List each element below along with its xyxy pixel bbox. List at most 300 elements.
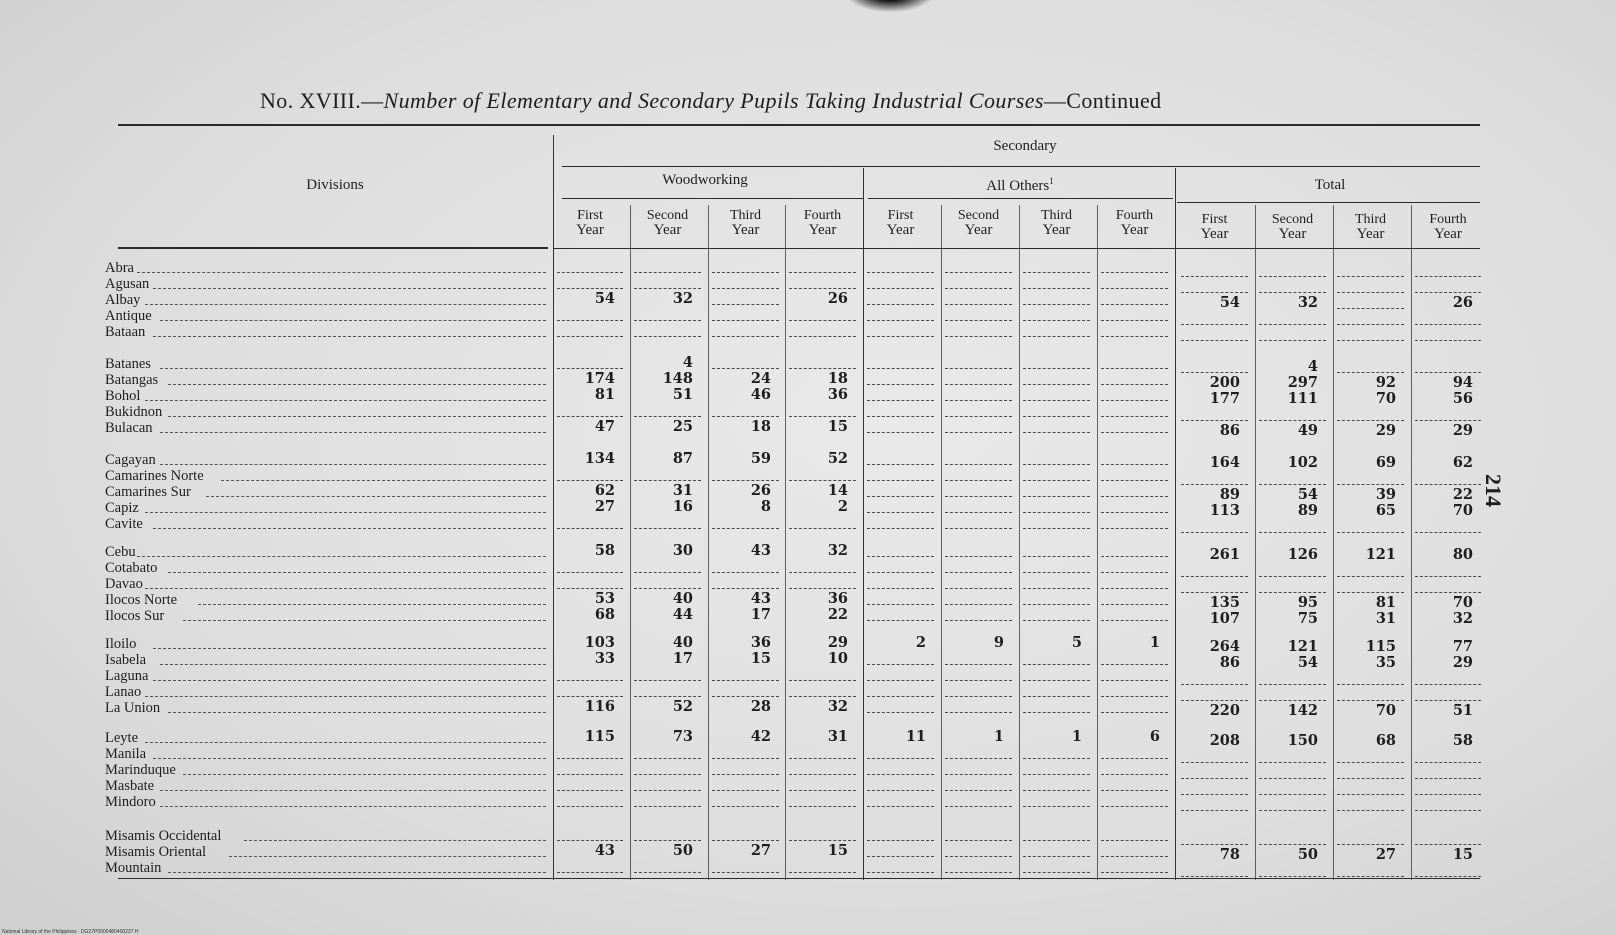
empty-cell-dash — [945, 588, 1012, 589]
year-header-ordinal: Third — [1040, 208, 1073, 223]
cell-value: 53 — [594, 590, 615, 607]
allothers-underline — [868, 198, 1173, 199]
year-header-word: Year — [808, 222, 837, 238]
archive-footer: National Library of the Philippines · DG27P0000480400237 H — [2, 929, 139, 935]
empty-cell-dash — [1415, 532, 1481, 533]
leader-dots — [160, 806, 546, 807]
cell-value: 65 — [1375, 502, 1396, 519]
empty-cell-dash — [1259, 794, 1326, 795]
cell-value: 208 — [1209, 732, 1240, 749]
cell-value: 27 — [1375, 846, 1396, 863]
column-separator — [941, 205, 942, 880]
empty-cell-dash — [945, 712, 1012, 713]
empty-cell-dash — [712, 774, 779, 775]
secondary-header: Secondary — [993, 138, 1057, 154]
woodworking-header: Woodworking — [662, 172, 748, 188]
empty-cell-dash — [712, 528, 779, 529]
empty-cell-dash — [712, 288, 779, 289]
empty-cell-dash — [1415, 340, 1481, 341]
division-name: Misamis Oriental — [105, 844, 207, 860]
division-name: Cagayan — [105, 452, 156, 468]
empty-cell-dash — [557, 480, 623, 481]
cell-value: 46 — [750, 386, 771, 403]
empty-cell-dash — [867, 480, 934, 481]
division-label — [105, 684, 545, 700]
division-label — [105, 860, 545, 876]
empty-cell-dash — [945, 790, 1012, 791]
empty-cell-dash — [1337, 576, 1404, 577]
empty-cell-dash — [1337, 876, 1404, 877]
empty-cell-dash — [945, 320, 1012, 321]
empty-cell-dash — [1337, 420, 1404, 421]
cell-value: 35 — [1375, 654, 1396, 671]
cell-value: 89 — [1219, 486, 1240, 503]
empty-cell-dash — [1181, 762, 1248, 763]
empty-cell-dash — [789, 320, 856, 321]
empty-cell-dash — [1023, 572, 1090, 573]
division-name: Abra — [105, 260, 134, 276]
empty-cell-dash — [945, 304, 1012, 305]
empty-cell-dash — [557, 336, 623, 337]
division-label — [105, 276, 545, 292]
year-header — [1411, 212, 1485, 242]
cell-value: 68 — [1375, 732, 1396, 749]
cell-value: 26 — [827, 290, 848, 307]
empty-cell-dash — [867, 556, 934, 557]
cell-value: 31 — [672, 482, 693, 499]
empty-cell-dash — [867, 464, 934, 465]
empty-cell-dash — [712, 758, 779, 759]
empty-cell-dash — [867, 758, 934, 759]
empty-cell-dash — [1023, 604, 1090, 605]
leader-dots — [244, 840, 546, 841]
empty-cell-dash — [789, 758, 856, 759]
leader-dots — [153, 528, 546, 529]
empty-cell-dash — [1101, 320, 1168, 321]
empty-cell-dash — [634, 572, 701, 573]
cell-value: 49 — [1297, 422, 1318, 439]
page-number: 214 — [1481, 474, 1506, 507]
division-label — [105, 452, 545, 468]
empty-cell-dash — [1259, 340, 1326, 341]
empty-cell-dash — [945, 336, 1012, 337]
empty-cell-dash — [945, 464, 1012, 465]
empty-cell-dash — [712, 790, 779, 791]
cell-value: 50 — [1297, 846, 1318, 863]
empty-cell-dash — [1181, 592, 1248, 593]
division-label — [105, 420, 545, 436]
division-name: Marinduque — [105, 762, 176, 778]
year-header — [1255, 212, 1330, 242]
empty-cell-dash — [1415, 324, 1481, 325]
empty-cell-dash — [1023, 664, 1090, 665]
year-header-ordinal: Second — [957, 208, 1000, 223]
empty-cell-dash — [1023, 400, 1090, 401]
leader-dots — [168, 872, 546, 873]
division-name: Ilocos Sur — [105, 608, 165, 624]
empty-cell-dash — [945, 774, 1012, 775]
cell-value: 17 — [672, 650, 693, 667]
division-name: Camarines Norte — [105, 468, 204, 484]
empty-cell-dash — [867, 304, 934, 305]
year-header-word: Year — [653, 222, 682, 238]
year-header-ordinal: First — [1201, 212, 1228, 227]
cell-value: 25 — [672, 418, 693, 435]
empty-cell-dash — [867, 588, 934, 589]
empty-cell-dash — [789, 680, 856, 681]
empty-cell-dash — [1101, 696, 1168, 697]
leader-dots — [145, 304, 546, 305]
cell-value: 102 — [1287, 454, 1318, 471]
empty-cell-dash — [634, 336, 701, 337]
empty-cell-dash — [945, 840, 1012, 841]
empty-cell-dash — [945, 272, 1012, 273]
cell-value: 113 — [1209, 502, 1240, 519]
division-name: Masbate — [105, 778, 155, 794]
cell-value: 47 — [594, 418, 615, 435]
empty-cell-dash — [945, 696, 1012, 697]
empty-cell-dash — [945, 680, 1012, 681]
year-header — [941, 208, 1016, 238]
empty-cell-dash — [867, 512, 934, 513]
cell-value: 54 — [594, 290, 615, 307]
year-header-ordinal: Fourth — [1115, 208, 1154, 223]
empty-cell-dash — [557, 528, 623, 529]
year-header — [1097, 208, 1172, 238]
cell-value: 70 — [1452, 594, 1473, 611]
division-name: Leyte — [105, 730, 139, 746]
division-name: Bukidnon — [105, 404, 163, 420]
cell-value: 80 — [1452, 546, 1473, 563]
empty-cell-dash — [1101, 604, 1168, 605]
year-header — [1019, 208, 1094, 238]
empty-cell-dash — [945, 556, 1012, 557]
cell-value: 54 — [1297, 486, 1318, 503]
division-name: Camarines Sur — [105, 484, 191, 500]
empty-cell-dash — [1337, 292, 1404, 293]
empty-cell-dash — [557, 806, 623, 807]
cell-value: 43 — [750, 590, 771, 607]
year-header-word: Year — [1434, 226, 1462, 242]
empty-cell-dash — [1259, 292, 1326, 293]
empty-cell-dash — [557, 696, 623, 697]
empty-cell-dash — [1101, 368, 1168, 369]
division-label — [105, 700, 545, 716]
division-name: Antique — [105, 308, 152, 324]
empty-cell-dash — [712, 840, 779, 841]
empty-cell-dash — [1415, 276, 1481, 277]
cell-value: 32 — [672, 290, 693, 307]
empty-cell-dash — [557, 872, 623, 873]
cell-value: 150 — [1287, 732, 1318, 749]
empty-cell-dash — [712, 872, 779, 873]
leader-dots — [198, 604, 546, 605]
empty-cell-dash — [1023, 528, 1090, 529]
empty-cell-dash — [867, 712, 934, 713]
year-header-word: Year — [731, 222, 760, 238]
title-italic: Number of Elementary and Secondary Pupils Taking Industrial Courses — [383, 88, 1044, 113]
division-label — [105, 468, 545, 484]
empty-cell-dash — [1101, 556, 1168, 557]
cell-value: 4 — [682, 354, 693, 371]
empty-cell-dash — [634, 680, 701, 681]
empty-cell-dash — [712, 368, 779, 369]
division-label — [105, 844, 545, 860]
empty-cell-dash — [1415, 292, 1481, 293]
empty-cell-dash — [1101, 588, 1168, 589]
cell-value: 68 — [594, 606, 615, 623]
year-header-word: Year — [576, 222, 604, 238]
empty-cell-dash — [1181, 276, 1248, 277]
division-label — [105, 668, 545, 684]
empty-cell-dash — [1023, 620, 1090, 621]
empty-cell-dash — [1337, 532, 1404, 533]
empty-cell-dash — [1415, 420, 1481, 421]
empty-cell-dash — [945, 758, 1012, 759]
empty-cell-dash — [712, 272, 779, 273]
division-name: Lanao — [105, 684, 142, 700]
empty-cell-dash — [1415, 876, 1481, 877]
empty-cell-dash — [1101, 336, 1168, 337]
division-name: Mindoro — [105, 794, 156, 810]
empty-cell-dash — [1337, 844, 1404, 845]
empty-cell-dash — [1023, 872, 1090, 873]
empty-cell-dash — [1101, 758, 1168, 759]
cell-value: 15 — [1452, 846, 1473, 863]
empty-cell-dash — [712, 336, 779, 337]
empty-cell-dash — [945, 480, 1012, 481]
empty-cell-dash — [789, 806, 856, 807]
cell-value: 94 — [1452, 374, 1473, 391]
empty-cell-dash — [1023, 384, 1090, 385]
year-header — [1333, 212, 1408, 242]
empty-cell-dash — [789, 588, 856, 589]
divisions-underline — [118, 247, 548, 249]
leader-dots — [206, 496, 546, 497]
empty-cell-dash — [945, 368, 1012, 369]
cell-value: 30 — [672, 542, 693, 559]
empty-cell-dash — [867, 288, 934, 289]
empty-cell-dash — [634, 528, 701, 529]
cell-value: 43 — [594, 842, 615, 859]
cell-value: 15 — [827, 418, 848, 435]
empty-cell-dash — [1023, 840, 1090, 841]
cell-value: 31 — [827, 728, 848, 745]
cell-value: 121 — [1287, 638, 1318, 655]
empty-cell-dash — [867, 872, 934, 873]
empty-cell-dash — [1259, 276, 1326, 277]
cell-value: 32 — [827, 542, 848, 559]
empty-cell-dash — [1101, 572, 1168, 573]
empty-cell-dash — [1101, 288, 1168, 289]
division-name: Bataan — [105, 324, 146, 340]
empty-cell-dash — [1259, 844, 1326, 845]
empty-cell-dash — [789, 272, 856, 273]
leader-dots — [153, 288, 546, 289]
empty-cell-dash — [1337, 810, 1404, 811]
empty-cell-dash — [1101, 528, 1168, 529]
cell-value: 126 — [1287, 546, 1318, 563]
empty-cell-dash — [867, 272, 934, 273]
empty-cell-dash — [1101, 712, 1168, 713]
empty-cell-dash — [1023, 512, 1090, 513]
cell-value: 32 — [827, 698, 848, 715]
empty-cell-dash — [1023, 758, 1090, 759]
cell-value: 40 — [672, 634, 693, 651]
division-name: Ilocos Norte — [105, 592, 178, 608]
empty-cell-dash — [557, 272, 623, 273]
secondary-underline — [562, 166, 1480, 167]
empty-cell-dash — [1101, 512, 1168, 513]
title-prefix: No. XVIII.— — [260, 88, 384, 113]
all-others-footnote: 1 — [1049, 176, 1054, 186]
empty-cell-dash — [1415, 844, 1481, 845]
table-title — [260, 88, 1162, 114]
division-label — [105, 516, 545, 532]
cell-value: 36 — [750, 634, 771, 651]
cell-value: 8 — [760, 498, 771, 515]
cell-value: 22 — [827, 606, 848, 623]
cell-value: 5 — [1071, 634, 1082, 651]
cell-value: 50 — [672, 842, 693, 859]
cell-value: 40 — [672, 590, 693, 607]
empty-cell-dash — [712, 806, 779, 807]
empty-cell-dash — [1023, 556, 1090, 557]
cell-value: 11 — [905, 728, 926, 745]
cell-value: 1 — [1071, 728, 1082, 745]
division-name: Davao — [105, 576, 143, 592]
empty-cell-dash — [1181, 292, 1248, 293]
empty-cell-dash — [1101, 272, 1168, 273]
empty-cell-dash — [945, 872, 1012, 873]
cell-value: 220 — [1209, 702, 1240, 719]
empty-cell-dash — [1023, 790, 1090, 791]
empty-cell-dash — [1101, 680, 1168, 681]
cell-value: 16 — [672, 498, 693, 515]
cell-value: 22 — [1452, 486, 1473, 503]
cell-value: 103 — [584, 634, 615, 651]
cell-value: 107 — [1209, 610, 1240, 627]
empty-cell-dash — [945, 604, 1012, 605]
empty-cell-dash — [867, 774, 934, 775]
cell-value: 28 — [750, 698, 771, 715]
empty-cell-dash — [634, 416, 701, 417]
empty-cell-dash — [1101, 384, 1168, 385]
year-header — [1177, 212, 1252, 242]
cell-value: 89 — [1297, 502, 1318, 519]
cell-value: 26 — [750, 482, 771, 499]
empty-cell-dash — [945, 572, 1012, 573]
empty-cell-dash — [1101, 806, 1168, 807]
year-header-underline — [553, 248, 1480, 249]
empty-cell-dash — [1337, 372, 1404, 373]
empty-cell-dash — [1023, 288, 1090, 289]
empty-cell-dash — [1101, 840, 1168, 841]
empty-cell-dash — [1181, 684, 1248, 685]
division-label — [105, 372, 545, 388]
empty-cell-dash — [945, 432, 1012, 433]
leader-dots — [145, 588, 546, 589]
leader-dots — [160, 464, 546, 465]
cell-value: 43 — [750, 542, 771, 559]
empty-cell-dash — [1181, 844, 1248, 845]
empty-cell-dash — [1023, 480, 1090, 481]
empty-cell-dash — [1023, 712, 1090, 713]
empty-cell-dash — [945, 856, 1012, 857]
empty-cell-dash — [557, 416, 623, 417]
cell-value: 62 — [594, 482, 615, 499]
empty-cell-dash — [1181, 420, 1248, 421]
division-label — [105, 608, 545, 624]
division-label — [105, 544, 545, 560]
cell-value: 135 — [1209, 594, 1240, 611]
empty-cell-dash — [867, 432, 934, 433]
cell-value: 70 — [1452, 502, 1473, 519]
empty-cell-dash — [789, 840, 856, 841]
leader-dots — [160, 432, 546, 433]
cell-value: 32 — [1297, 294, 1318, 311]
empty-cell-dash — [789, 288, 856, 289]
cell-value: 164 — [1209, 454, 1240, 471]
empty-cell-dash — [1101, 496, 1168, 497]
empty-cell-dash — [1181, 810, 1248, 811]
empty-cell-dash — [1181, 778, 1248, 779]
cell-value: 36 — [827, 590, 848, 607]
column-separator — [1333, 205, 1334, 880]
leader-dots — [153, 758, 546, 759]
empty-cell-dash — [1259, 592, 1326, 593]
empty-cell-dash — [1415, 810, 1481, 811]
empty-cell-dash — [1101, 432, 1168, 433]
cell-value: 75 — [1297, 610, 1318, 627]
empty-cell-dash — [1337, 794, 1404, 795]
empty-cell-dash — [1259, 762, 1326, 763]
cell-value: 142 — [1287, 702, 1318, 719]
division-label — [105, 560, 545, 576]
empty-cell-dash — [867, 572, 934, 573]
empty-cell-dash — [557, 320, 623, 321]
cell-value: 18 — [750, 418, 771, 435]
empty-cell-dash — [634, 774, 701, 775]
empty-cell-dash — [1023, 336, 1090, 337]
empty-cell-dash — [634, 840, 701, 841]
year-header-word: Year — [1042, 222, 1071, 238]
empty-cell-dash — [945, 806, 1012, 807]
bottom-rule — [118, 878, 1480, 879]
cell-value: 29 — [827, 634, 848, 651]
empty-cell-dash — [1415, 484, 1481, 485]
column-separator — [1175, 168, 1176, 880]
cell-value: 32 — [1452, 610, 1473, 627]
empty-cell-dash — [1337, 700, 1404, 701]
empty-cell-dash — [789, 774, 856, 775]
empty-cell-dash — [945, 288, 1012, 289]
empty-cell-dash — [1181, 484, 1248, 485]
empty-cell-dash — [1023, 588, 1090, 589]
empty-cell-dash — [1415, 778, 1481, 779]
empty-cell-dash — [1259, 532, 1326, 533]
cell-value: 51 — [672, 386, 693, 403]
empty-cell-dash — [789, 872, 856, 873]
empty-cell-dash — [1181, 372, 1248, 373]
division-name: Mountain — [105, 860, 162, 876]
empty-cell-dash — [557, 790, 623, 791]
cell-value: 111 — [1287, 390, 1318, 407]
empty-cell-dash — [1337, 762, 1404, 763]
empty-cell-dash — [945, 400, 1012, 401]
division-name: Batanes — [105, 356, 151, 372]
empty-cell-dash — [1101, 774, 1168, 775]
